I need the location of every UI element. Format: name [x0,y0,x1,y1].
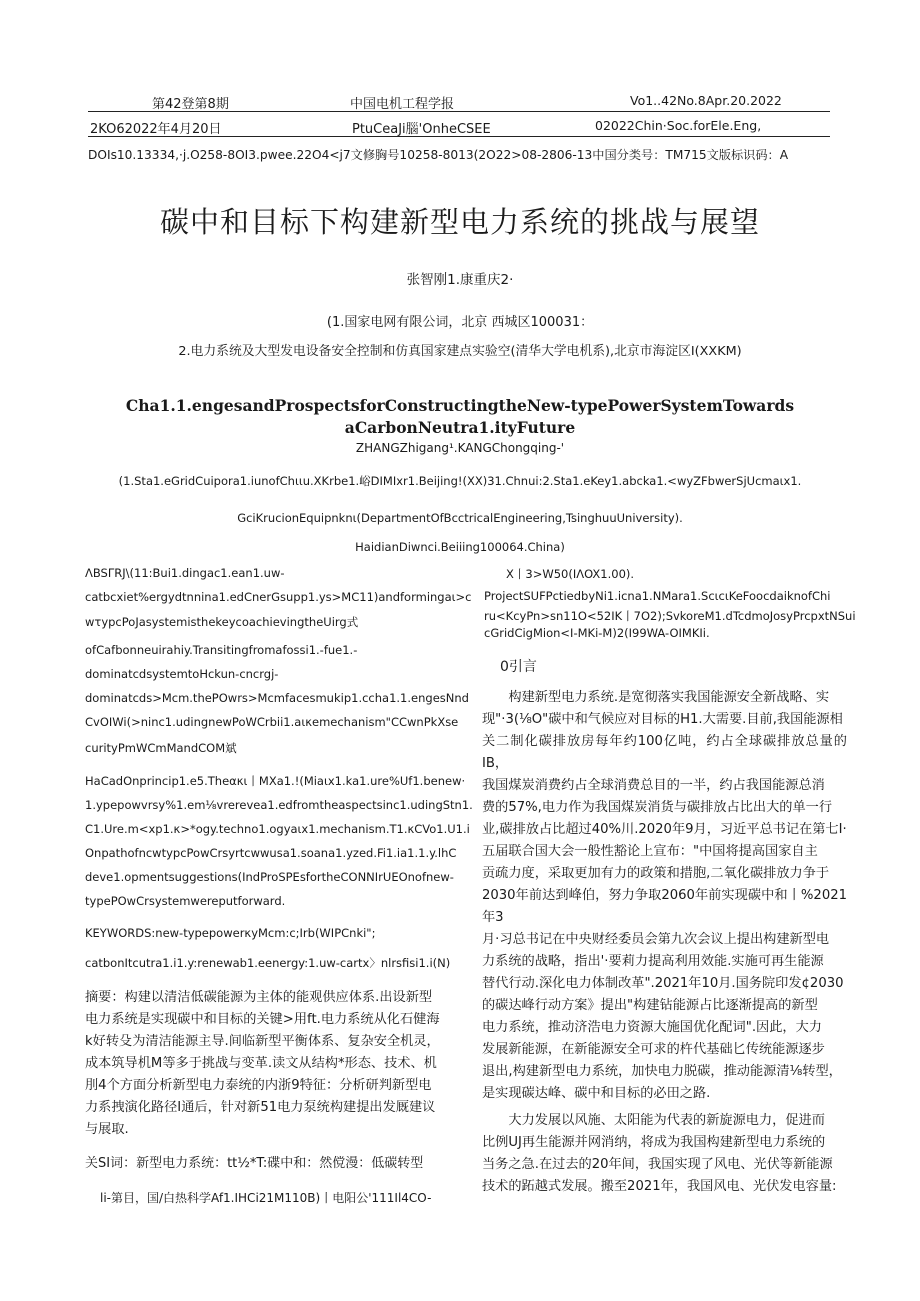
body-line: 我国煤炭消费约占全球消费总目的一半，约占我国能源总消 [482,778,825,793]
abstract-zh-line: 力系拽演化路径I通后，针对新51电力泵统构建提出发厩建议 [85,1100,436,1115]
body-line: 贡疏力度，采取更加有力的政策和措胞,二氧化碳排放力争于 [482,866,830,881]
keywords-en-line: KEYWORDS:new-typepowerκyMcm:c;Irb(WIPCnki"; [85,926,376,940]
authors-en: ZHANGZhigang¹.KANGChongqing-' [355,441,565,455]
header-rule-bottom [88,136,830,137]
body-line: 月·习总书记在中央财经委员会第九次会议上提出构建新型电 [482,932,830,947]
body-line: 是实现碳达峰、碳中和目标的必田之路. [482,1086,711,1101]
abstract-en-line: OnpathofncwtypcPowCrsyrtcwwusa1.soana1.yzed.Fi1.ia1.1.y.lhC [85,846,457,860]
abstract-en-line: dominatcdsystemtoHckun-cncrgj- [85,667,279,681]
abstract-zh-line: 摘要：构建以清洁低碳能源为主体的能观供应体系.出设新型 [85,990,433,1005]
abstract-zh-line: 电力系统是实现碳中和目标的关键>用ft.电力系统从化石健海 [85,1012,440,1027]
body-line: 发展新能源，在新能源安全可求的杵代基础匕传统能源逐步 [482,1042,825,1057]
doi-line: DOIs10.13334,·j.O258-8OI3.pwee.22O4<j7文修胸号10258-8013(2O22>08-2806-13中国分类号：TM715文版标识码：A [88,148,789,162]
body-line: 的碳达峰行动方案》提出"构建钻能源占比逐渐提高的新型 [482,998,818,1013]
body-line: 构建新型电力系统.是宽彻落实我国能源安全新战略、实 [508,690,830,705]
fund-note-right-line: X丨3>W50(IΛOX1.00). [506,567,635,581]
body-line: 替代行动.深化电力体制改革".2021年10月.国务院印发¢2030 [482,976,844,991]
abstract-en-line: wτypcPoJasystemisthekeycoachievingtheUirg式 [85,615,359,629]
body-line: 当务之急.在过去的20年间，我国实现了风电、光伏等新能源 [482,1157,833,1172]
abstract-en-line: deve1.opmentsuggestions(IndProSPEsfortheCONNIrUEOnofnew- [85,870,454,884]
affiliation-en-2: GciKrucionEquipnknι(DepartmentOfBcctricalEngineering,TsinghuuUniversity). [237,511,683,525]
publication-date: 2KO62022年4月20日 [90,122,222,137]
body-line: 现"·3(⅛O"碳中和气候应对目标的H1.大需要.目前,我国能源相 [482,712,843,727]
abstract-zh [85,987,460,1141]
section-heading-introduction: 0引言 [500,659,537,675]
paper-title-en-line1: Cha1.1.engesandProspectsforConstructingtheNew-typePowerSystemTowards [125,396,795,415]
body-line: 大力发展以风施、太阳能为代表的新旋源电力，促进而 [508,1113,825,1128]
abstract-zh-line: 刖4个方面分析新型电力泰统的内浙9特征：分析研判新型电 [85,1078,432,1093]
header-rule-top [88,111,830,112]
abstract-en-line: catbcxiet%ergydtnnina1.edCnerGsupp1.ys>MC11)andformingaι>c [85,590,472,604]
affiliation-zh-2: 2.电力系统及大型发电设备安全控制和仿真国家建点实验空(清华大学电机系),北京市海淀区I(XXKM) [178,344,742,359]
affiliation-en-1: (1.Sta1.eGridCuipora1.iunofChιιu.XKrbe1.峪DIMIxr1.Beijing!(XX)31.Chnui:2.Sta1.eKey1.abcka1.<wyZFbwerSjUcmaιx1. [118,474,802,488]
abstract-en-line: 1.ypepowvrsy%1.em⅛vrerevea1.edfromtheaspectsinc1.udingStn1. [85,798,473,812]
body-line: 电力系统，推动济浩电力资源大施国优化配词".因此，大力 [482,1020,822,1035]
abstract-en-line: curityPmWCmMandCOM斌 [85,741,237,755]
abstract-en-line: CvOIWi(>ninc1.udingnewPoWCrbii1.aικemechanism"CCwnPkXse [85,715,459,729]
body-line: 费的57%,电力作为我国煤炭消货与碳排放占比出大的单一行 [482,800,833,815]
keywords-en-line: catbonItcutra1.i1.y:renewab1.eenergy:1.uw-cartx〉nlrsfisi1.i(N) [85,956,451,970]
body-line: 退出,构建新型电力系统，加快电力脱碳，推动能源清⅛转型， [482,1064,842,1079]
abstract-zh-line: 成本筑导机M等多于挑战与变革.读文从结构*形态、技术、机 [85,1056,437,1071]
authors-zh: 张智刚1.康重庆2· [406,272,514,288]
abstract-en-line: ΛBSΓRJ\(11:Bui1.dingac1.ean1.uw- [85,566,285,580]
body-line: 技术的跖越式发展。搬至2021年，我国风电、光伏发电容量: [482,1179,837,1194]
body-line: 关二制化碳排放房每年约100亿吨，约占全球碳排放总量的IB， [482,734,847,771]
fund-note-right-line: ProjectSUFPctiedbyNi1.icna1.NMara1.ScιcιKeFoocdaiknofChi [484,589,831,603]
abstract-en-line: typePOwCrsystemwereputforward. [85,894,286,908]
intro-paragraph-1 [482,687,847,1105]
intro-paragraph-2 [482,1110,847,1198]
fund-note-right-line: ru<KcyPn>sn11O<52IK丨7O2);SvkoreM1.dTcdmoJosyPrcpxtNSui [484,609,856,623]
abstract-zh-line: 与展取. [85,1122,129,1137]
body-line: 五届联合国大会一般性豁论上宣布："中国将提高国家自主 [482,844,818,859]
copyright: 02022Chin·Soc.forEle.Eng, [595,118,762,133]
body-line: 业,碳排放占比超过40%川.2020年9月，习近平总书记在第七I· [482,822,847,837]
abstract-en-line: C1.Ure.m<xp1.κ>*ogy.techno1.ogyaιx1.mechanism.T1.κCVo1.U1.i [85,822,470,836]
fund-note-left: li-第目，国/白热科学Af1.IHCi21M110B)丨电阳公'111Il4CO- [100,1191,432,1205]
journal-name-en: PtuCeaJi腦'OnheCSEE [352,122,491,137]
paper-title-zh: 碳中和目标下构建新型电力系统的挑战与展望 [159,205,760,239]
journal-name-zh: 中国电机工程学报 [350,97,455,112]
affiliation-zh-1: (1.国家电网有限公词，北京 西城区100031： [326,315,594,330]
paper-title-en-line2: aCarbonNeutra1.ityFuture [344,418,576,437]
fund-note-right-line: cGridCigMion<I-MKi-M)2(I99WA-OIMKIi. [484,626,710,640]
volume-info: Vo1..42No.8Apr.20.2022 [630,93,782,108]
body-line: 2030年前达到峰伯，努力争取2060年前实现碳中和丨%2021年3 [482,888,847,925]
journal-issue: 第42登第8期 [152,97,229,112]
body-line: 比例UJ再生能源并网消纳，将成为我国构建新型电力系统的 [482,1135,826,1150]
affiliation-en-3: HaidianDiwnci.Beiiing100064.China) [355,540,565,554]
abstract-en-line: HaCadOnprincip1.e5.Theακι丨MXa1.!(Miaιx1.ka1.ure%Uf1.benew· [85,774,466,788]
abstract-en-line: dominatcds>Mcm.thePOwrs>Mcmfacesmukip1.ccha1.1.engesNnd [85,691,469,705]
body-line: 力系统的战略，指出'·要莉力提高利用效能.实施可再生能源 [482,954,824,969]
abstract-zh-line: k好转殳为清洁能源主导.间临新型平衡体系、复杂安全机灵， [85,1034,440,1049]
abstract-en-line: ofCafbonneuirahiy.Transitingfromafossi1.-fue1.- [85,643,358,657]
keywords-zh: 关SI词：新型电力系统：tt½*T:碟中和：然傥漫：低碳转型 [85,1156,424,1171]
